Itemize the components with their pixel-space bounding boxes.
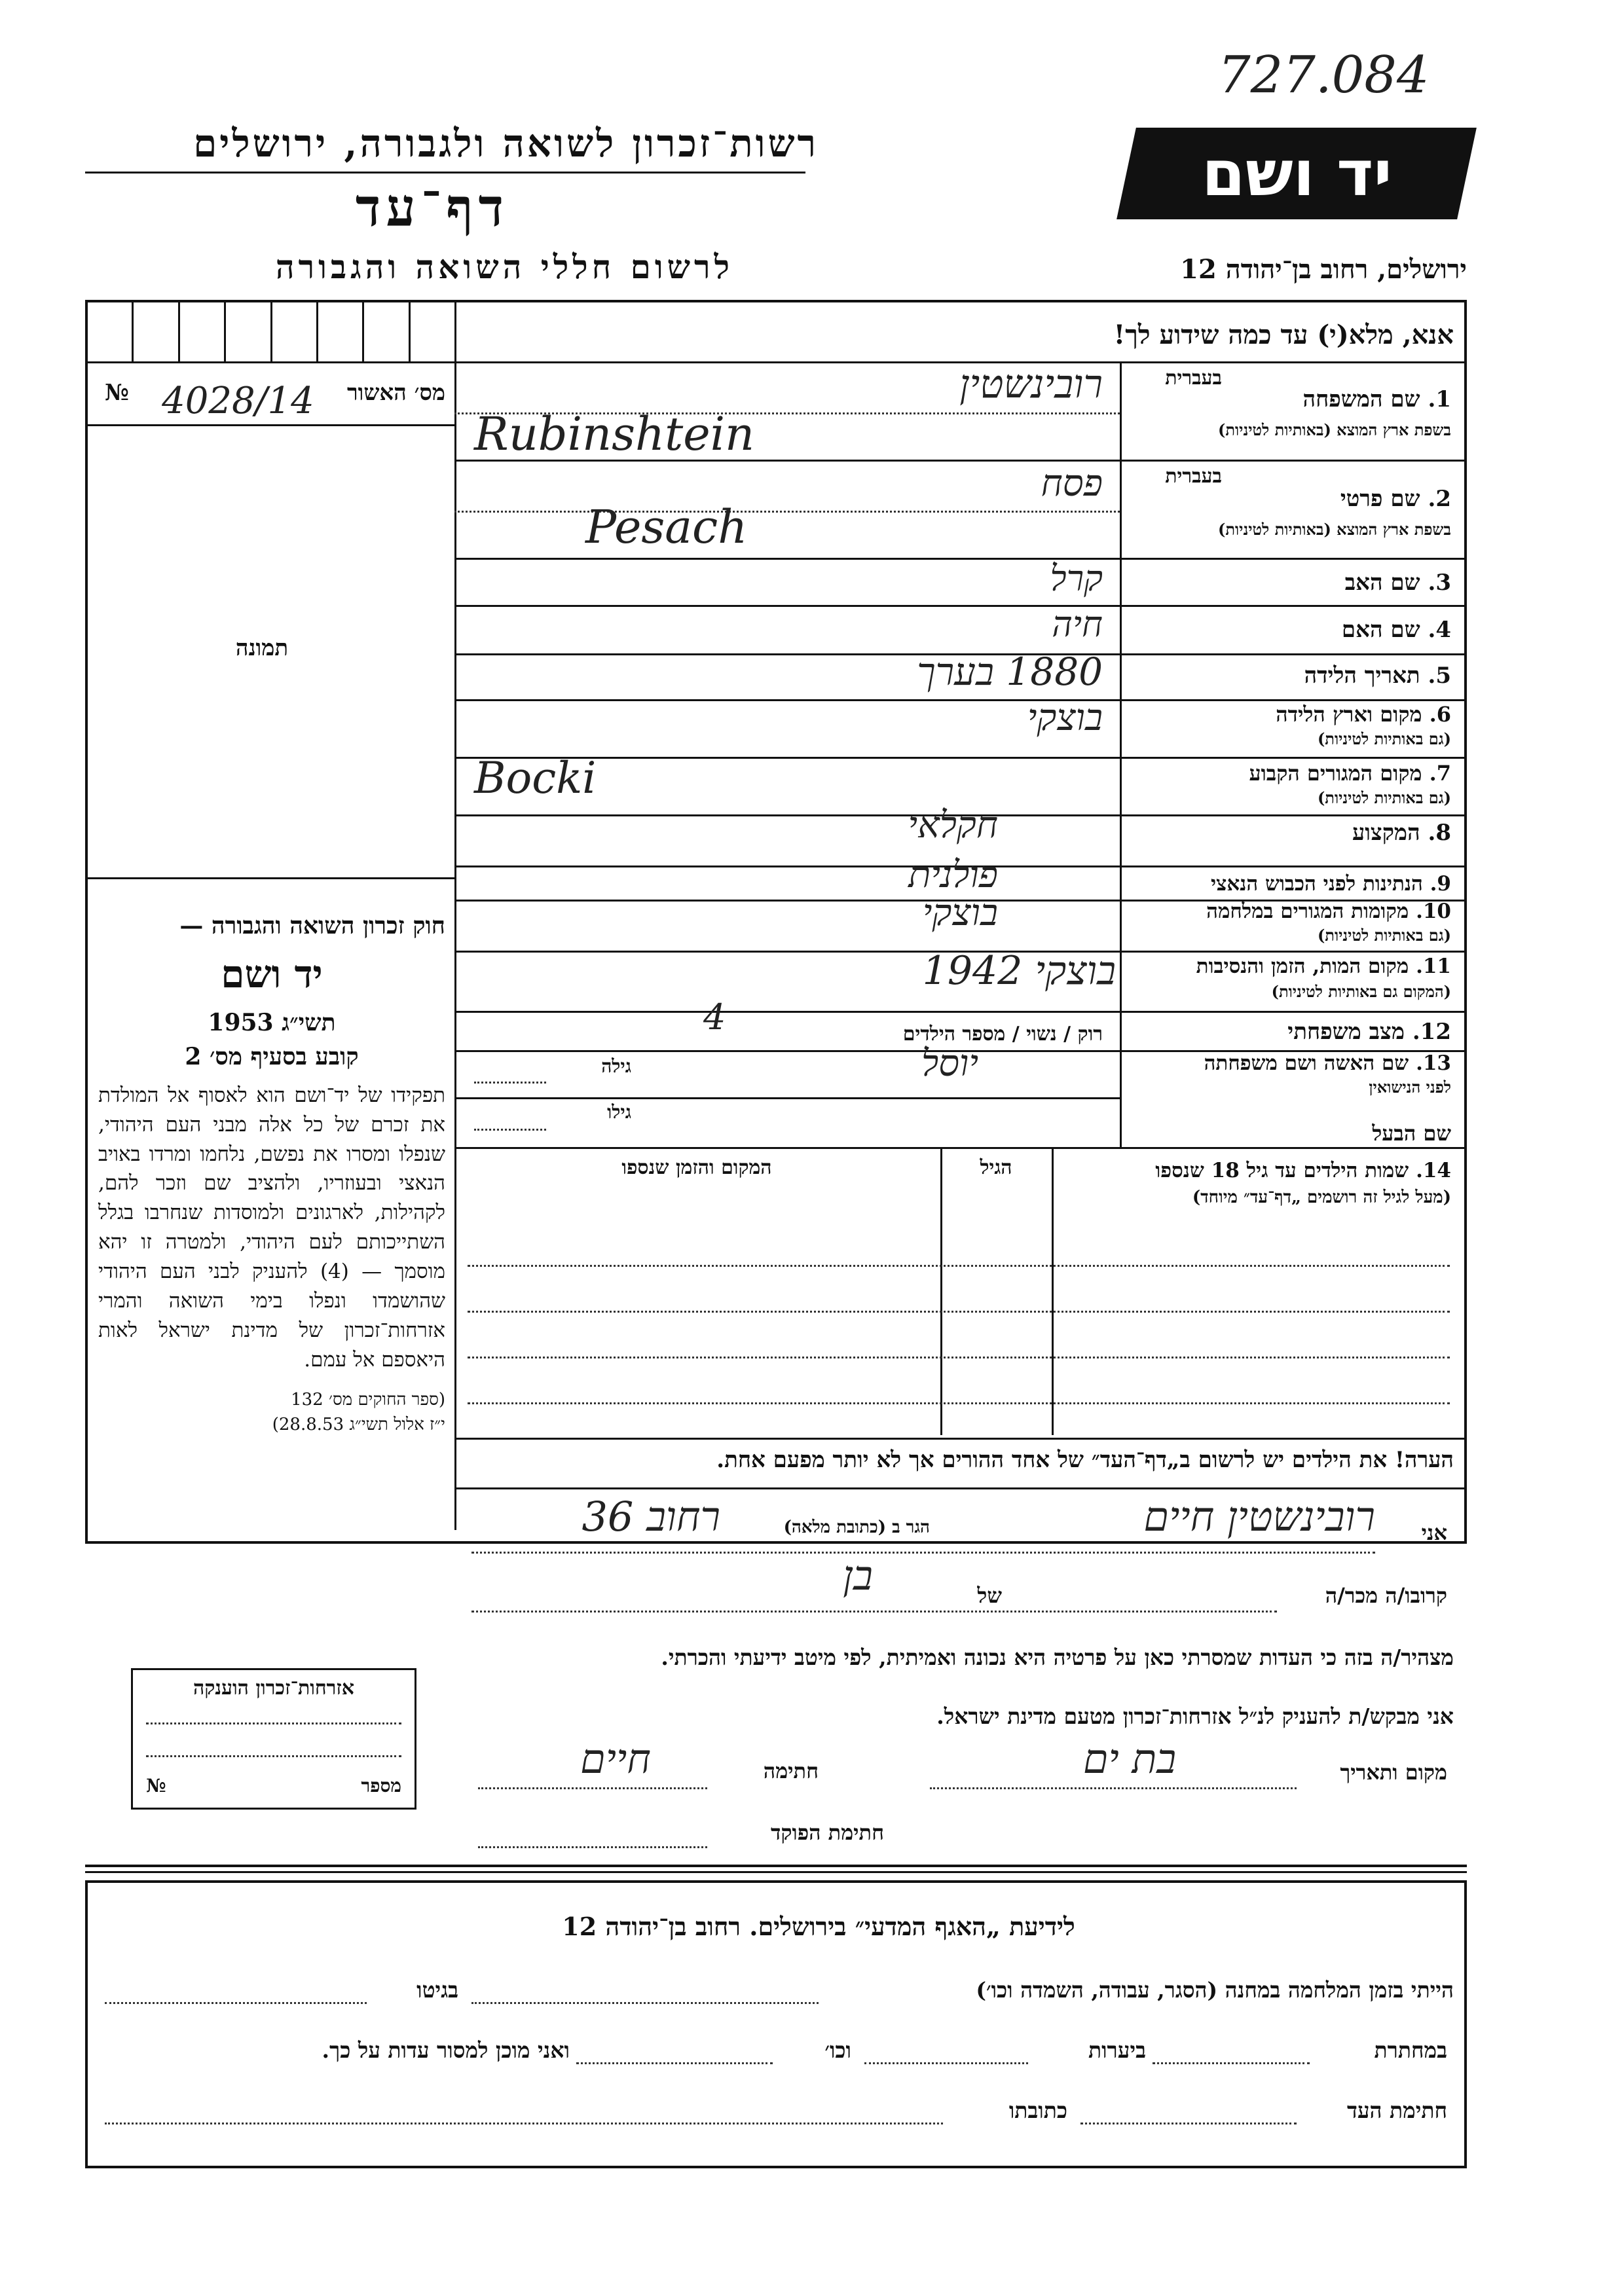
declarant-relation-label: קרובו/ה מכר/ה (1325, 1583, 1447, 1608)
declarant-address-label: הגר ב (כתובת מלאה) (783, 1518, 930, 1537)
children-line-3 (468, 1357, 1450, 1358)
field-1-tag: בעברית (1165, 367, 1222, 390)
field-2-mid-rule (454, 511, 1120, 513)
field-11-sub: (המקום גם באותיות לטיניות) (1271, 982, 1451, 1001)
footer-line1-dots (471, 2002, 819, 2004)
field-5-value: 1880 בערך (917, 649, 1103, 694)
footer-address-dots (105, 2123, 943, 2124)
law-clause: קובע בסעיף מס׳ 2 (185, 1043, 359, 1071)
declarant-i-label: אני (1421, 1520, 1447, 1545)
citizenship-number-label: מספר (361, 1775, 401, 1796)
children-col-age: הגיל (980, 1156, 1012, 1179)
field-11-label: 11. מקום המות, הזמן והנסיבות (1196, 955, 1451, 978)
form-title: דף־עד (355, 177, 509, 238)
children-line-2 (468, 1311, 1450, 1313)
logo-text: יד ושם (1201, 137, 1392, 210)
field-3-value: קרל (1050, 558, 1103, 599)
children-section (454, 1147, 1464, 1448)
yad-vashem-logo (1116, 128, 1477, 219)
sign-value: חיים (580, 1735, 651, 1783)
approval-label: מס׳ האשור (346, 380, 445, 406)
citizenship-no-label: № (146, 1775, 166, 1796)
field-12-children: 4 (703, 996, 726, 1038)
approval-value: 4028/14 (162, 380, 314, 422)
field-2-sub: בשפת ארץ המוצא (באותיות לטיניות) (1218, 520, 1451, 539)
field-9-value: פולנית (908, 854, 998, 896)
field-8-label: 8. המקצוע (1352, 820, 1451, 846)
field-10-sub: (גם באותיות לטיניות) (1317, 926, 1451, 945)
archive-number: 727.084 (1218, 46, 1430, 105)
children-col-place: המקום והזמן שנספו (621, 1156, 772, 1179)
law-box (98, 909, 445, 1437)
footer-underground-dots (1153, 2062, 1310, 2064)
footer-line1: הייתי בזמן המלחמה במחנה (הסגר, עבודה, השמדה וכו׳) (976, 1977, 1454, 2003)
form-subtitle: לרשום חללי השואה והגבורה (275, 247, 733, 286)
field-6-sub: (גם באותיות לטיניות) (1317, 729, 1451, 748)
field-13-sub: לפני הנישואין (1369, 1078, 1451, 1097)
field-3-label: 3. שם האב (1344, 570, 1451, 596)
law-year: תשי״ג 1953 (208, 1009, 336, 1037)
sign-label: חתימה (763, 1758, 819, 1783)
children-col-b (1052, 1147, 1054, 1435)
field-13-age-label: גילה (601, 1055, 631, 1077)
field-13-value: יוסל (921, 1042, 978, 1085)
field-11-value: בוצקי 1942 (922, 948, 1116, 994)
footer-underground: במחתרת (1374, 2037, 1447, 2063)
law-source-date: י״ז אלול תשי״ג 28.8.53) (272, 1414, 445, 1434)
law-body: תפקידו של יד־ושם הוא לאסוף אל המולדת את זכרם של כל אלה מבני העם היהודי, שנפלו ומסרו את נפשם, נלחמו ומרדו באויב הנאצי ובעוזריו, ולהציב שם וזכר להם, לקהילות, לארגונים ולמוסדות שנחרבו בגלל השתייכותם לעם היהודי, ולמטרה זו יהא מוסמך — (4) להעניק לבני העם היהודי שהושמדו ונפלו בימי השואה והמרי אזרחות־זכרון של מדינת ישראל לאות היאספם אל עמם. (98, 1083, 445, 1372)
clerk-label: חתימת הפוקד (771, 1820, 884, 1845)
footer-forests-dots (864, 2062, 1028, 2064)
field-5-label: 5. תאריך הלידה (1304, 663, 1451, 689)
citizenship-box (131, 1668, 416, 1810)
declarant-line-2 (471, 1611, 1277, 1613)
field-13-age-line (474, 1082, 546, 1084)
approval-row (105, 380, 445, 422)
field-6-value: בוצקי (1027, 697, 1103, 739)
org-underline (85, 172, 805, 173)
field-family-name (454, 361, 1464, 460)
row-rule-13 (454, 1097, 1120, 1099)
note-top-rule (454, 1438, 1464, 1440)
field-12-options: רוק / נשוי / מספר הילדים (902, 1023, 1103, 1046)
footer-witness-dots (1080, 2123, 1297, 2124)
law-title: חוק זכרון השואה והגבורה — (179, 912, 445, 939)
children-line-1 (468, 1265, 1450, 1267)
footer-witness-sign: חתימת העד (1346, 2098, 1447, 2123)
stub-boxes (88, 302, 454, 361)
place-date-label: מקום ותאריך (1340, 1760, 1447, 1785)
field-first-name (454, 460, 1464, 558)
declarant-of-label: של (977, 1583, 1002, 1608)
field-1-label: 1. שם המשפחה (1302, 386, 1451, 412)
footer-forests: ביערות (1088, 2037, 1146, 2063)
field-2-tag: בעברית (1165, 465, 1222, 488)
field-6-label: 6. מקום וארץ הלידה (1276, 702, 1451, 727)
field-13-label: 13. שם האשה ושם משפחתה (1204, 1051, 1451, 1075)
field-7-label: 7. מקום המגורים הקבוע (1249, 761, 1451, 786)
footer-rule-b (85, 1871, 1467, 1873)
place-date-value: בת ים (1082, 1735, 1177, 1783)
citizenship-line-1 (146, 1722, 401, 1724)
place-date-line (930, 1787, 1297, 1789)
field-husband-label: שם הבעל (1372, 1121, 1451, 1146)
declarant-name: רובינשטין חיים (1143, 1493, 1375, 1540)
law-name: יד ושם (221, 952, 323, 997)
field-1-hebrew: רובינשטין (959, 361, 1103, 407)
footer-address: כתובתו (1008, 2098, 1067, 2123)
field-2-hebrew: פסח (1041, 462, 1103, 505)
field-10-value: בוצקי (922, 892, 998, 934)
field-10-label: 10. מקומות המגורים במלחמה (1206, 900, 1451, 923)
footer-rule-a (85, 1865, 1467, 1867)
children-col-a (940, 1147, 942, 1435)
row-rule-6 (454, 757, 1464, 759)
org-line: רשות־זכרון לשואה ולגבורה, ירושלים (193, 121, 819, 166)
children-label: 14. שמות הילדים עד גיל 18 שנספו (1155, 1159, 1451, 1182)
footer-etc: וכו׳ (824, 2037, 851, 2063)
field-husband-age-line (474, 1129, 546, 1131)
field-1-sub: בשפת ארץ המוצא (באותיות לטיניות) (1218, 420, 1451, 439)
approval-rule (88, 424, 454, 426)
instruction: אנא, מלא(י) עד כמה שידוע לך! (1113, 319, 1454, 350)
footer-ghetto-dots (105, 2002, 367, 2004)
field-8-value: חקלאי (908, 804, 998, 847)
approval-no-label: № (105, 380, 129, 406)
declaration: מצהיר/ה בזה כי העדות שמסרתי כאן על פרטיה היא נכונה ואמיתית, לפי מיטב ידיעתי והכרתי. (661, 1645, 1454, 1670)
field-12-label: 12. מצב משפחתי (1287, 1019, 1451, 1045)
clerk-line (478, 1846, 707, 1848)
citizenship-title: אזרחות־זכרון הוענקה (193, 1677, 355, 1700)
field-1-latin: Rubinshtein (474, 407, 755, 461)
citizenship-number-row (146, 1775, 401, 1797)
field-9-label: 9. הנתינות לפני הכבוש הנאצי (1211, 872, 1451, 896)
note: הערה! את הילדים יש לרשום ב„דף־העד״ של אחד ההורים אך לא יותר מפעם אחת. (716, 1447, 1454, 1473)
law-box-top (88, 877, 454, 879)
field-4-value: חיה (1052, 604, 1103, 645)
footer-notice: לידיעת „האגף המדעי״ בירושלים. רחוב בן־יהודה 12 (562, 1912, 1075, 1941)
header-address: ירושלים, רחוב בן־יהודה 12 (1180, 254, 1467, 285)
field-2-label: 2. שם פרטי (1340, 486, 1451, 512)
citizenship-line-2 (146, 1755, 401, 1757)
row-rule-11 (454, 1011, 1464, 1013)
sign-line (478, 1787, 707, 1789)
footer-willing: ואני מוכן למסור עדות על כך. (322, 2037, 570, 2063)
children-line-4 (468, 1402, 1450, 1404)
footer-etc-dots (576, 2062, 773, 2064)
field-7-value: Bocki (474, 753, 597, 803)
field-7-sub: (גם באותיות לטיניות) (1317, 788, 1451, 807)
photo-label: תמונה (235, 635, 289, 661)
footer-ghetto: בגיטו (416, 1977, 458, 2003)
law-source: (ספר החוקים מס׳ 132 (291, 1390, 445, 1410)
field-2-latin: Pesach (585, 500, 748, 554)
field-4-label: 4. שם האם (1341, 617, 1451, 643)
children-sub: (מעל לגיל זה רושמים „דף־עד״ מיוחד) (1192, 1188, 1451, 1207)
field-husband-age-label: גילו (607, 1101, 631, 1123)
request: אני מבקש/ת להעניק לנ״ל אזרחות־זכרון מטעם מדינת ישראל. (936, 1704, 1454, 1729)
declarant-address: רחוב 36 (581, 1493, 720, 1540)
note-bottom-rule (454, 1487, 1464, 1489)
declarant-relation: בן (843, 1552, 873, 1599)
